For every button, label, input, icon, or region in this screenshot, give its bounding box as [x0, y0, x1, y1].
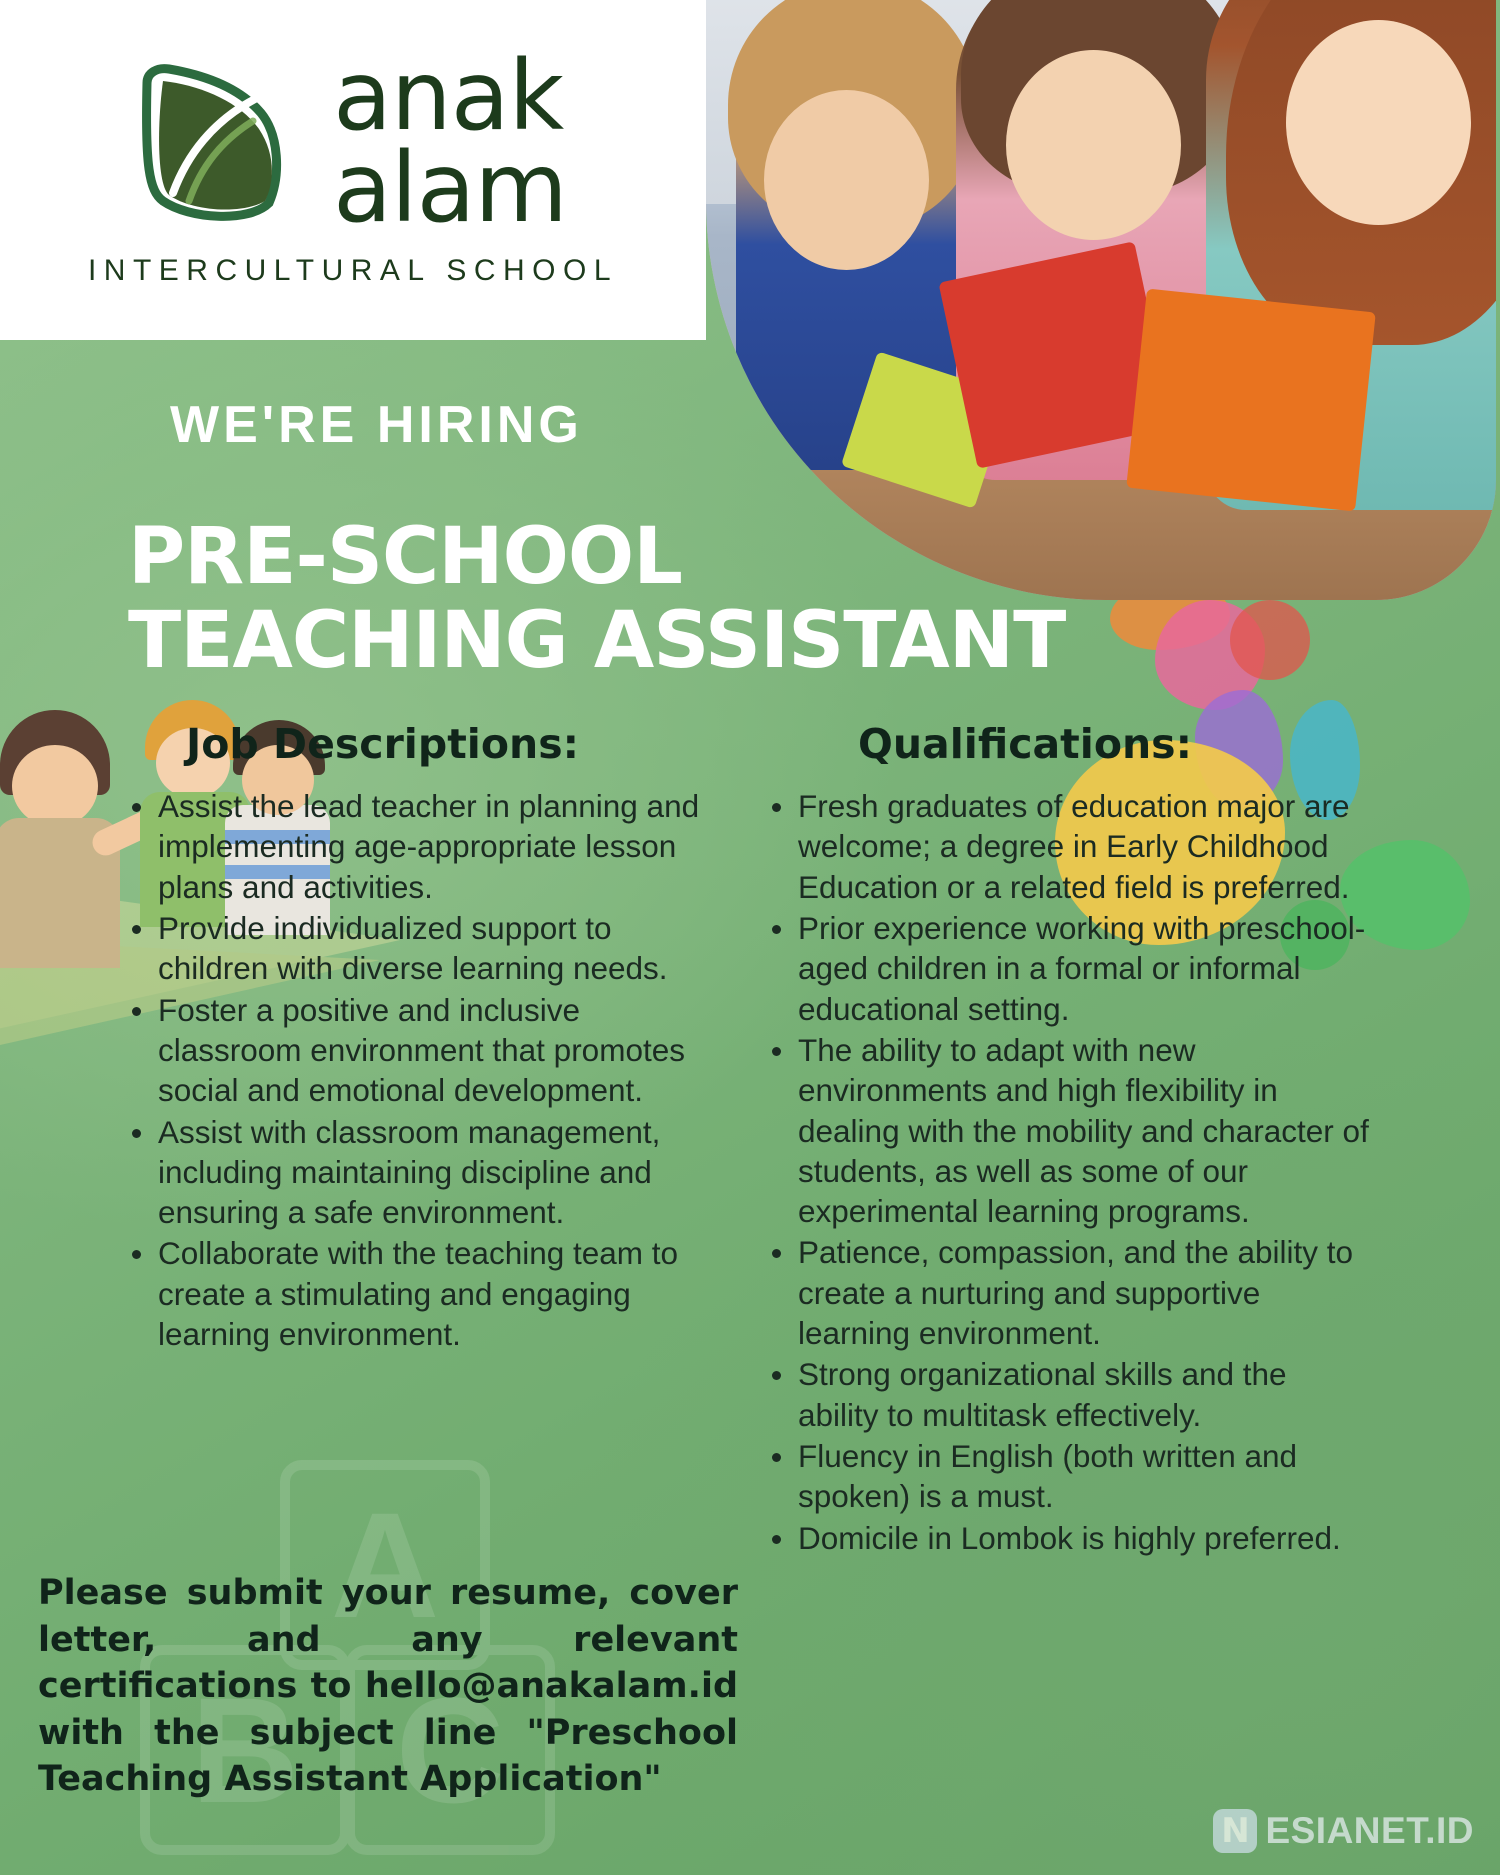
job-descriptions-section: [120, 720, 705, 1355]
hiring-eyebrow: WE'RE HIRING: [170, 396, 583, 454]
list-item: Provide individualized support to children with diverse learning needs.: [158, 908, 705, 989]
site-watermark: [1213, 1809, 1474, 1853]
job-descriptions-heading: Job Descriptions:: [185, 720, 580, 768]
page-title: PRE-SCHOOL TEACHING ASSISTANT: [128, 512, 1066, 687]
block-letter-a: A: [280, 1460, 490, 1670]
list-item: Collaborate with the teaching team to create a stimulating and engaging learning environment.: [158, 1233, 705, 1354]
list-item: Foster a positive and inclusive classroom environment that promotes social and emotional development.: [158, 990, 705, 1111]
brand-logo-card: [0, 0, 706, 340]
qualifications-list: [760, 786, 1370, 1558]
red-blob-decoration: [1230, 600, 1310, 680]
application-instructions: Please submit your resume, cover letter, and any relevant certifications to hello@anakalam.id with the subject line "Preschool Teaching Assistant Application": [38, 1573, 738, 1800]
qualifications-heading: Qualifications:: [858, 720, 1192, 768]
watermark-badge: N: [1213, 1809, 1257, 1853]
brand-name-line2: alam: [333, 132, 567, 244]
qualifications-section: [760, 720, 1370, 1559]
watermark-text: ESIANET.ID: [1265, 1810, 1474, 1851]
list-item: The ability to adapt with new environments and high flexibility in dealing with the mobility and character of students, as well as some of our experimental learning programs.: [798, 1030, 1370, 1232]
classroom-photo: [706, 0, 1496, 600]
list-item: Fresh graduates of education major are welcome; a degree in Early Childhood Education or a related field is preferred.: [798, 786, 1370, 907]
block-letter-b: B: [140, 1645, 350, 1855]
job-descriptions-list: [120, 786, 705, 1354]
list-item: Patience, compassion, and the ability to create a nurturing and supportive learning environment.: [798, 1232, 1370, 1353]
leaf-book-icon: [129, 55, 319, 230]
list-item: Assist with classroom management, including maintaining discipline and ensuring a safe environment.: [158, 1112, 705, 1233]
list-item: Fluency in English (both written and spoken) is a must.: [798, 1436, 1370, 1517]
list-item: Prior experience working with preschool-aged children in a formal or informal educational setting.: [798, 908, 1370, 1029]
list-item: Assist the lead teacher in planning and implementing age-appropriate lesson plans and activities.: [158, 786, 705, 907]
block-letter-c: C: [345, 1645, 555, 1855]
brand-name-line1: anak: [333, 39, 564, 152]
list-item: Strong organizational skills and the ability to multitask effectively.: [798, 1354, 1370, 1435]
brand-tagline: INTERCULTURAL SCHOOL: [87, 254, 619, 288]
list-item: Domicile in Lombok is highly preferred.: [798, 1518, 1370, 1558]
